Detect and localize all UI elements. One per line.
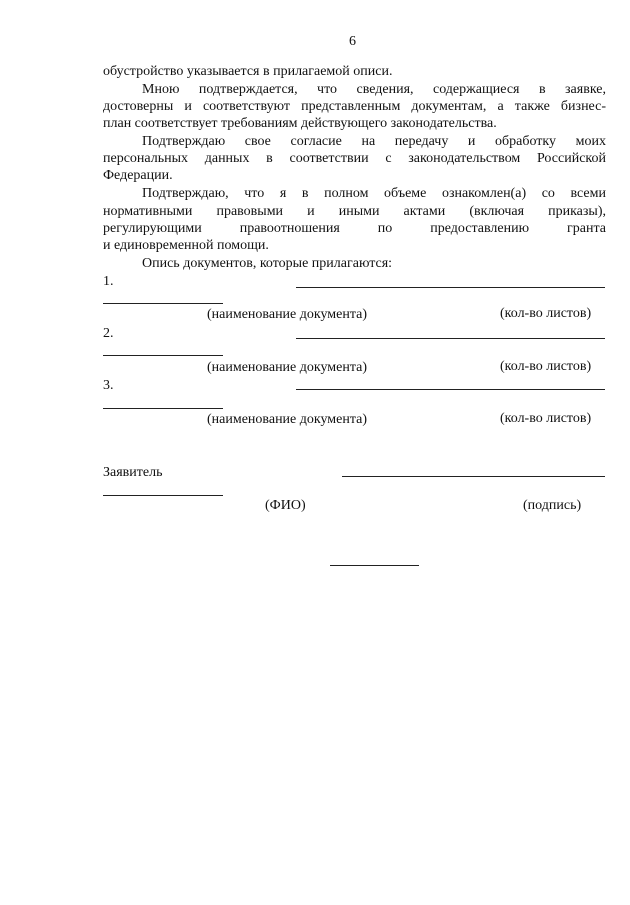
fio-line [103, 495, 223, 496]
paragraph-acknowledge-line-1: Подтверждаю, что я в полном объеме ознакомлен(а) со всеми [142, 186, 606, 201]
document-name-caption: (наименование документа) [207, 360, 368, 375]
paragraph-confirmation-line-2: достоверны и соответствуют представленным документам, а также бизнес- [103, 99, 606, 114]
closing-rule [330, 565, 419, 566]
paragraph-consent-line-2: персональных данных в соответствии с законодательством Российской [103, 151, 606, 166]
applicant-label: Заявитель [103, 465, 163, 480]
paragraph-confirmation-line-3: план соответствует требованиям действующего законодательства. [103, 116, 497, 131]
page-number: 6 [349, 34, 356, 49]
paragraph-consent-line-1: Подтверждаю свое согласие на передачу и обработку моих [142, 134, 606, 149]
sheet-count-caption: (кол-во листов) [500, 359, 592, 374]
signature-caption: (подпись) [523, 498, 582, 513]
fio-caption: (ФИО) [265, 498, 306, 513]
sheet-count-caption: (кол-во листов) [500, 411, 592, 426]
paragraph-consent-line-3: Федерации. [103, 168, 173, 183]
document-name-caption: (наименование документа) [207, 307, 368, 322]
inventory-item-number: 1. [103, 274, 114, 289]
paragraph-acknowledge-line-3: регулирующими правоотношения по предоставлению гранта [103, 221, 606, 236]
document-name-line [296, 338, 605, 339]
document-name-line [296, 389, 605, 390]
document-name-caption: (наименование документа) [207, 412, 368, 427]
document-name-line-continuation [103, 408, 223, 409]
signature-line [342, 476, 605, 477]
paragraph-acknowledge-line-2: нормативными правовыми и иными актами (включая приказы), [103, 204, 606, 219]
sheet-count-caption: (кол-во листов) [500, 306, 592, 321]
document-name-line-continuation [103, 355, 223, 356]
document-name-line [296, 287, 605, 288]
inventory-item-number: 2. [103, 326, 114, 341]
document-name-line-continuation [103, 303, 223, 304]
inventory-item-number: 3. [103, 378, 114, 393]
paragraph-confirmation-line-1: Мною подтверждается, что сведения, содержащиеся в заявке, [142, 82, 606, 97]
paragraph-continuation: обустройство указывается в прилагаемой описи. [103, 64, 393, 79]
paragraph-acknowledge-line-4: и единовременной помощи. [103, 238, 269, 253]
inventory-heading: Опись документов, которые прилагаются: [142, 256, 393, 271]
